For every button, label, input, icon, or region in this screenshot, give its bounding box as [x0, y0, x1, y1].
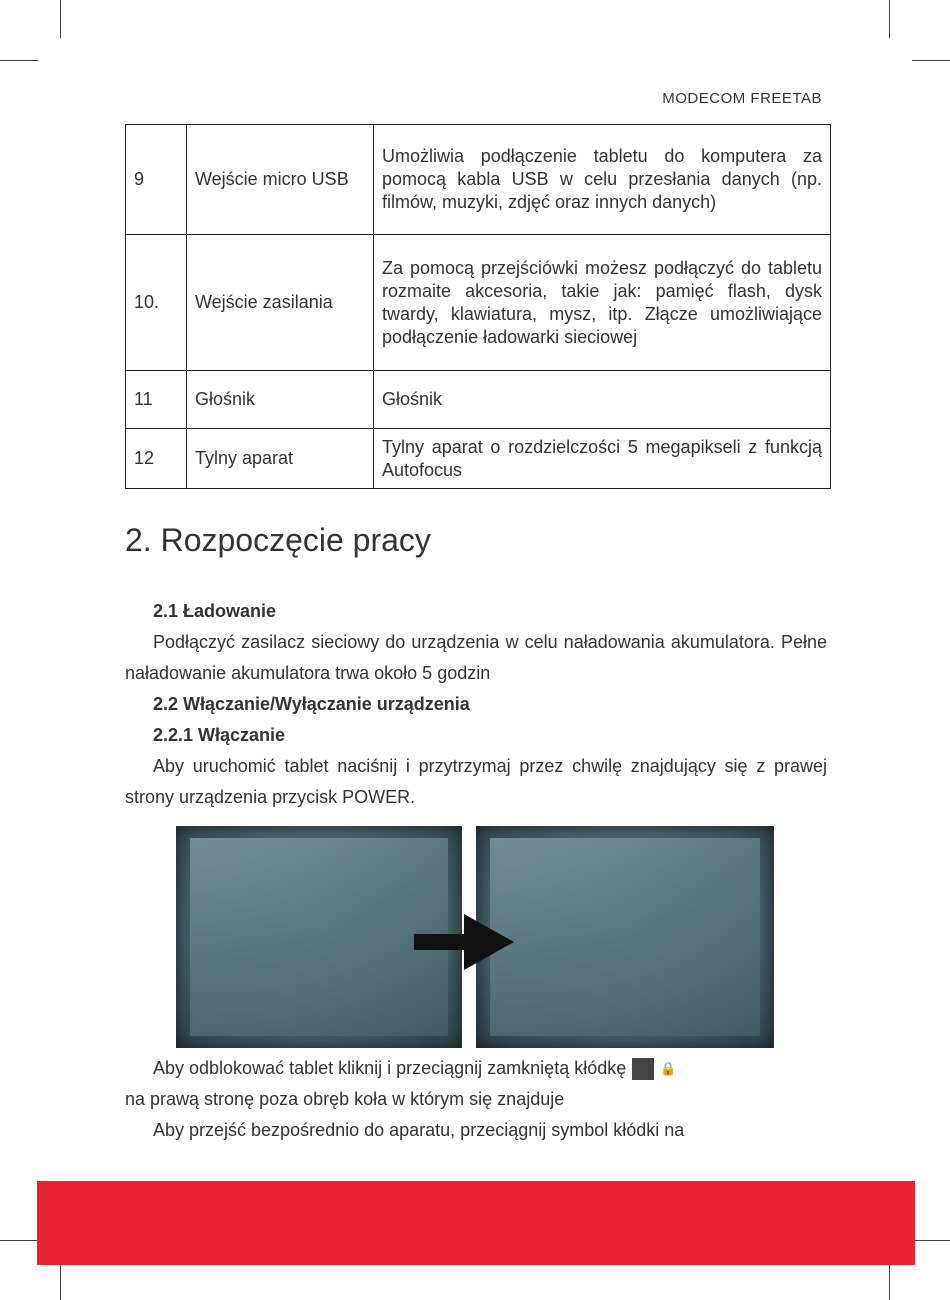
paragraph-unlock-text: Aby odblokować tablet kliknij i przeciągnij zamkniętą kłódkę — [153, 1058, 627, 1078]
row-number: 10. — [126, 235, 187, 371]
row-name: Tylny aparat — [187, 429, 374, 489]
paragraph-unlock — [125, 1053, 827, 1084]
spec-table — [125, 124, 831, 489]
row-description: Głośnik — [374, 371, 831, 429]
row-description: Za pomocą przejściówki możesz podłączyć do tabletu rozmaite akcesoria, takie jak: pamięć flash, dysk twardy, klawiatura, mysz, itp. Złącze umożliwiające podłączenie ładowarki sieciowej — [374, 235, 831, 371]
section-title: 2. Rozpoczęcie pracy — [125, 522, 431, 558]
heading-power: 2.2 Włączanie/Wyłączanie urządzenia — [153, 694, 470, 714]
paragraph-camera: Aby przejść bezpośrednio do aparatu, przeciągnij symbol kłódki na — [153, 1120, 685, 1140]
paragraph-charging: Podłączyć zasilacz sieciowy do urządzenia w celu naładowania akumulatora. Pełne naładowanie akumulatora trwa około 5 godzin — [125, 632, 827, 683]
row-name: Głośnik — [187, 371, 374, 429]
section-body — [125, 596, 827, 813]
arrow-right-icon — [414, 914, 514, 970]
footer-band — [37, 1181, 915, 1265]
row-description: Umożliwia podłączenie tabletu do komputera za pomocą kabla USB w celu przesłania danych (np. filmów, muzyki, zdjęć oraz innych danych) — [374, 125, 831, 235]
table-row — [126, 371, 831, 429]
crop-mark — [912, 1240, 950, 1241]
tablet-photos — [176, 826, 774, 1048]
table-row — [126, 235, 831, 371]
row-name: Wejście micro USB — [187, 125, 374, 235]
crop-mark — [60, 1262, 61, 1300]
crop-mark — [0, 1240, 38, 1241]
crop-mark — [889, 0, 890, 38]
paragraph-power-on: Aby uruchomić tablet naciśnij i przytrzymaj przez chwilę znajdujący się z prawej strony urządzenia przycisk POWER. — [125, 756, 827, 807]
row-name: Wejście zasilania — [187, 235, 374, 371]
row-number: 12 — [126, 429, 187, 489]
table-row — [126, 125, 831, 235]
row-number: 11 — [126, 371, 187, 429]
row-description: Tylny aparat o rozdzielczości 5 megapikseli z funkcją Autofocus — [374, 429, 831, 489]
row-number: 9 — [126, 125, 187, 235]
crop-mark — [60, 0, 61, 38]
paragraph-unlock-cont: na prawą stronę poza obręb koła w którym się znajduje — [125, 1089, 565, 1109]
crop-mark — [0, 60, 38, 61]
table-row — [126, 429, 831, 489]
crop-mark — [912, 60, 950, 61]
lock-icon: 🔒 — [632, 1058, 654, 1080]
unlock-text — [125, 1053, 827, 1146]
crop-mark — [889, 1262, 890, 1300]
tablet-photo-after — [476, 826, 774, 1048]
running-head: MODECOM FREETAB — [662, 90, 822, 107]
heading-power-on: 2.2.1 Włączanie — [153, 725, 286, 745]
heading-charging: 2.1 Ładowanie — [153, 601, 277, 621]
